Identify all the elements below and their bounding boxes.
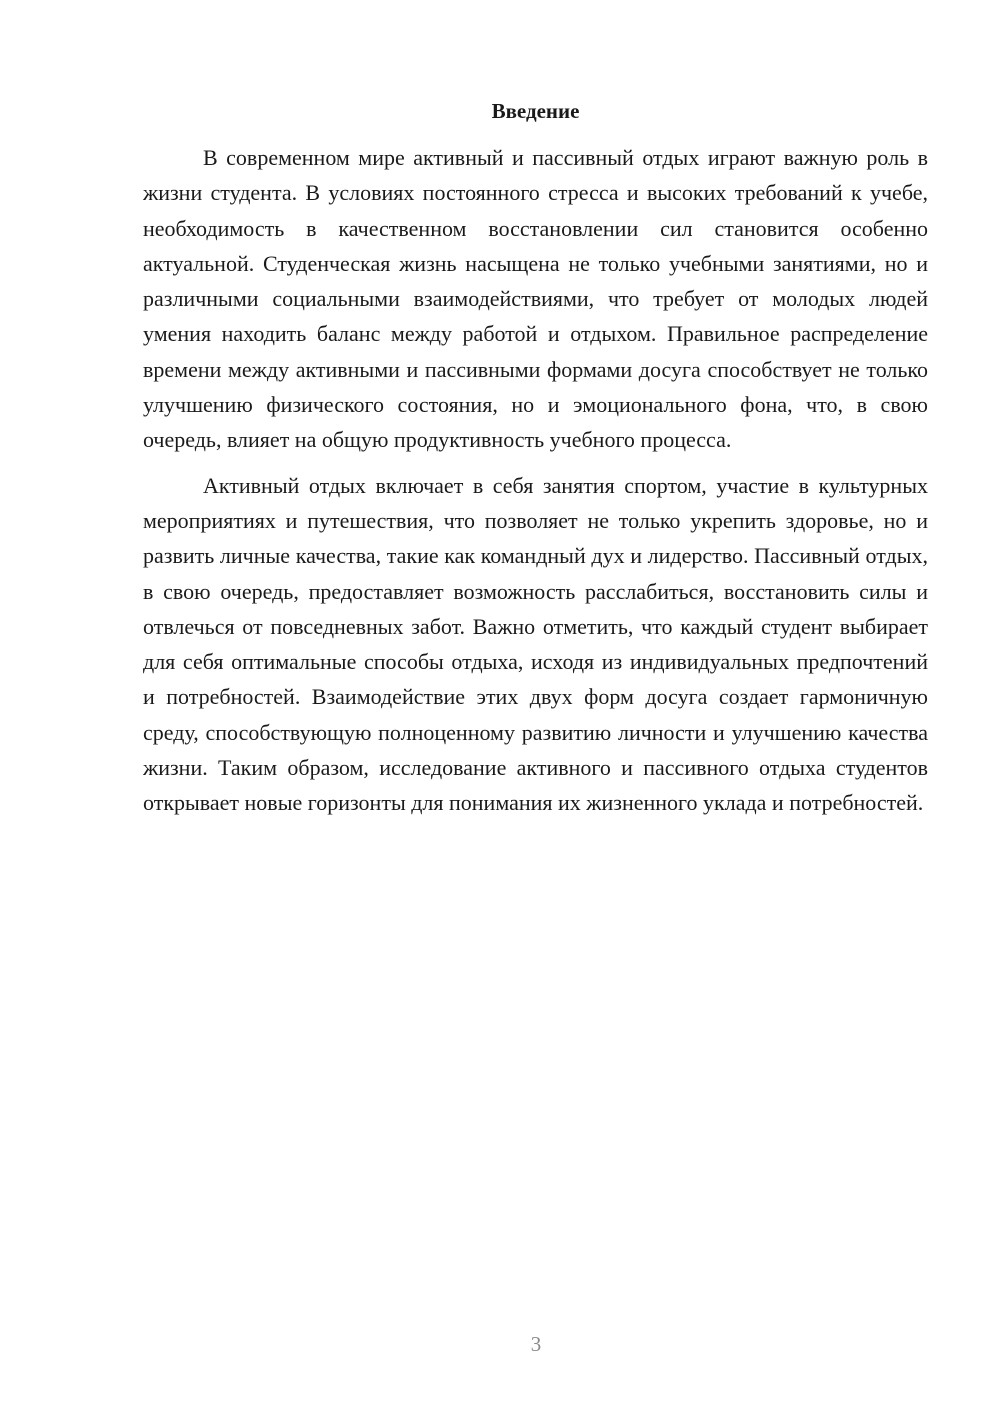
page-number: 3 (530, 1332, 542, 1356)
paragraph-active-passive: Активный отдых включает в себя занятия спортом, участие в культурных мероприятиях и путешествия, что позволяет не только укрепить здоровье, но и развить личные качества, такие как командный дух и лидерство. Пассивный отдых, в свою очередь, предоставляет возможность расслабиться, восстановить силы и отвлечься от повседневных забот. Важно отметить, что каждый студент выбирает для себя оптимальные способы отдыха, исходя из индивидуальных предпочтений и потребностей. Взаимодействие этих двух форм досуга создает гармоничную среду, способствующую полноценному развитию личности и улучшению качества жизни. Таким образом, исследование активного и пассивного отдыха студентов открывает новые горизонты для понимания их жизненного уклада и потребностей. (143, 472, 928, 816)
document-page (143, 96, 928, 821)
section-title: Введение (491, 99, 580, 123)
paragraph-intro: В современном мире активный и пассивный отдых играют важную роль в жизни студента. В условиях постоянного стресса и высоких требований к учебе, необходимость в качественном восстановлении сил становится особенно актуальной. Студенческая жизнь насыщена не только учебными занятиями, но и различными социальными взаимодействиями, что требует от молодых людей умения находить баланс между работой и отдыхом. Правильное распределение времени между активными и пассивными формами досуга способствует не только улучшению физического состояния, но и эмоционального фона, что, в свою очередь, влияет на общую продуктивность учебного процесса. (143, 145, 928, 453)
